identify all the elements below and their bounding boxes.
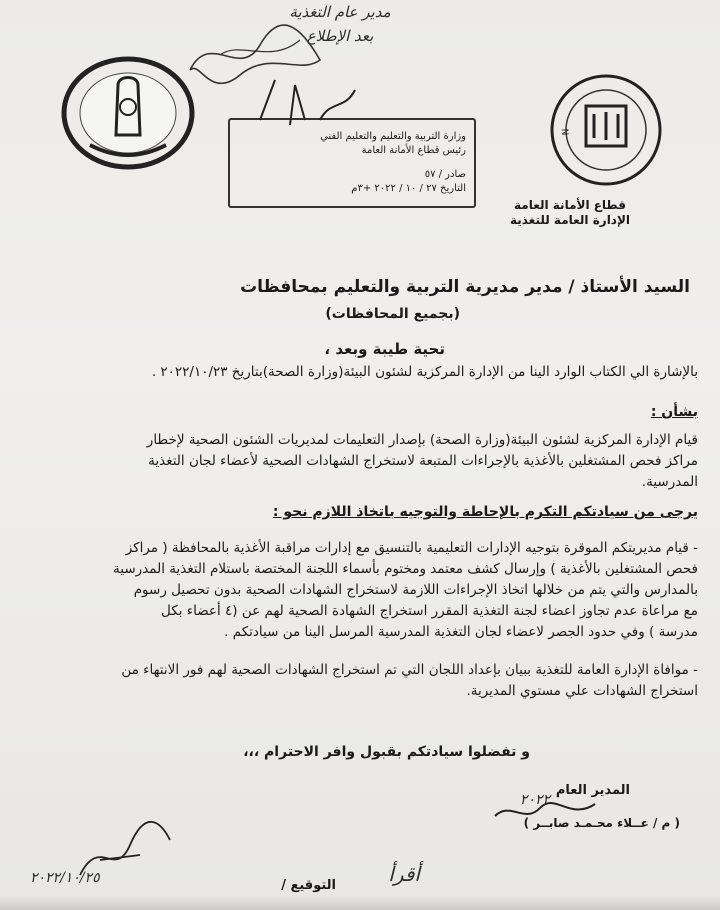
- item2-line: - موافاة الإدارة العامة للتغذية ببيان بإعداد اللجان التي تم استخراج الشهادات الصحية لهم فور الانتهاء من: [121, 662, 698, 678]
- instruction-item-1: [14, 538, 698, 646]
- signature-name: ( م / عــلاء محـمـد صابــر ): [523, 816, 680, 830]
- closing-line: و تفضلوا سيادتكم بقبول وافر الاحترام ،،،: [243, 744, 530, 760]
- addressee-line1: السيد الأستاذ / مدير مديرية التربية والتعليم بمحافظات: [240, 277, 690, 297]
- subject-line: مراكز فحص المشتغلين بالأغذية بالإجراءات المتبعة لاستخراج الشهادات الصحية لأعضاء لجان التغذية: [148, 453, 698, 469]
- department-name: الإدارة العامة للتغذية: [509, 213, 631, 227]
- signature-handwritten-year: ٢٠٢٢: [519, 792, 550, 808]
- stamp-line1: وزارة التربية والتعليم والتعليم الفني: [320, 131, 466, 142]
- department-header: [490, 198, 650, 228]
- subject-line: قيام الإدارة المركزية لشئون البيئة(وزارة الصحة) بإصدار التعليمات لمديريات الشئون الصحية لإخطار: [146, 432, 698, 448]
- item1-line: فحص المشتغلين بالأغذية ) وإرسال كشف معتمد ومختوم بأسماء اللجنة المختصة باستلام التغذية المدرسية: [113, 561, 698, 577]
- item1-line: مدرسة ) وفي حدود الجصر لاعضاء لجان التغذية المدرسية المرسل الينا من سيادتكم .: [224, 624, 698, 640]
- seal-text: N: [558, 128, 570, 136]
- handwritten-note-line2: بعد الإطلاع: [306, 27, 374, 45]
- footer-handwritten-date: ٢٠٢٢/١٠/٢٥: [30, 870, 100, 886]
- ministry-emblem-seal: [60, 55, 196, 175]
- incoming-stamp: [228, 118, 476, 208]
- ministry-round-seal: [548, 72, 664, 192]
- signature-title: المدير العام: [555, 783, 630, 798]
- subject-block: [14, 430, 698, 496]
- item1-line: - قيام مديريتكم الموقرة بتوجيه الإدارات التعليمية بالتنسيق مع إدارات مراقبة الأغذية بالمحافظة ( مراكز: [125, 540, 698, 556]
- greeting: تحية طيبة وبعد ،: [324, 340, 445, 358]
- subject-line: المدرسية.: [641, 474, 698, 490]
- sign-label: التوقيع /: [281, 878, 336, 893]
- stamp-date: التاريخ ٢٧ / ١٠ / ٢٠٢٢ +٣م: [351, 183, 466, 194]
- request-label: يرجى من سيادتكم التكرم بالإحاطة والتوجيه باتخاذ اللازم نحو :: [272, 504, 698, 520]
- instruction-item-2: [14, 660, 698, 704]
- stamp-handwriting: [250, 70, 370, 130]
- bottom-edge-shadow: [0, 895, 720, 910]
- subject-label: بشأن :: [650, 404, 698, 420]
- item2-line: استخراج الشهادات علي مستوي المديرية.: [466, 683, 698, 699]
- stamp-number: صادر / ٥٧: [424, 169, 466, 180]
- addressee-line2: (بجميع المحافظات): [325, 306, 460, 322]
- stamp-line2: رئيس قطاع الأمانة العامة: [361, 145, 466, 156]
- footer-handwritten-mark: أقرأ: [388, 862, 420, 886]
- footer-signature: [70, 815, 180, 885]
- item1-line: مع مراعاة عدم تجاوز اعضاء لجنة التغذية المقرر استخراج الشهادة الصحية لهم عن (٤ أعضاء بكل: [161, 603, 698, 619]
- reference-line: بالإشارة الي الكتاب الوارد الينا من الإدارة المركزية لشئون البيئة(وزارة الصحة)بتاريخ ٢٠٢٢/١٠/٢٣ .: [151, 364, 698, 380]
- item1-line: بالمدارس والتي يتم من خلالها اتخاذ الإجراءات اللازمة لاستخراج الشهادات الصحية بدون تحصيل رسوم: [133, 582, 698, 598]
- handwritten-note-line1: مدير عام التغذية: [289, 3, 391, 21]
- sector-name: قطاع الأمانة العامة: [514, 198, 626, 212]
